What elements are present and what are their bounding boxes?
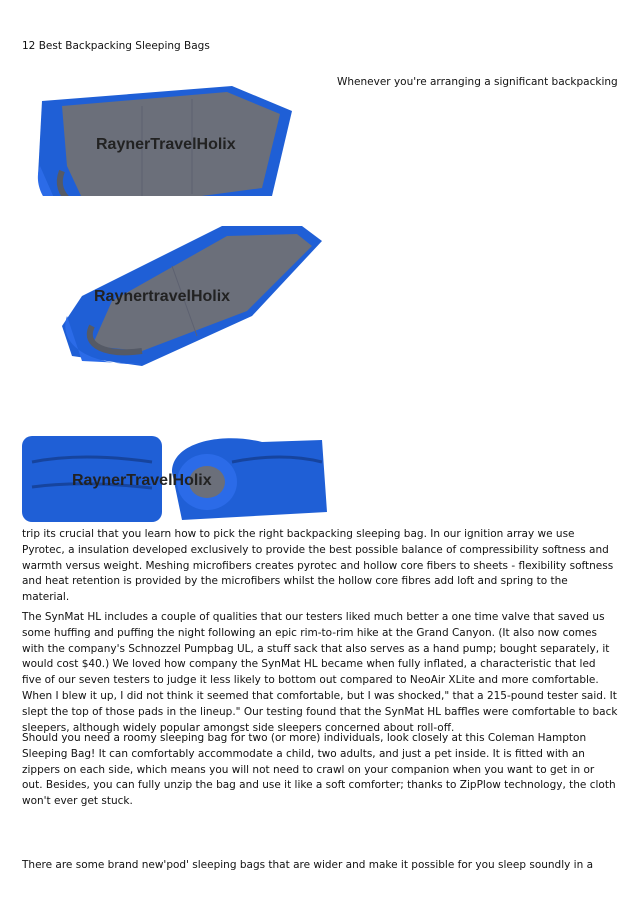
intro-text: Whenever you're arranging a significant backpacking <box>337 76 618 88</box>
watermark: RaynerTravelHolix <box>96 136 236 153</box>
paragraph-1 <box>22 527 618 606</box>
sleeping-bag-photo-icon <box>22 196 327 368</box>
watermark: RaynerTravelHolix <box>72 472 212 489</box>
page-title: 12 Best Backpacking Sleeping Bags <box>22 40 210 52</box>
paragraph-2 <box>22 610 618 736</box>
sleeping-bag-photo-3 <box>22 432 327 524</box>
paragraph-text: Should you need a roomy sleeping bag for two (or more) individuals, look closely at this Coleman Hampton Sleeping Bag! It can comfortably accommodate a child, two adults, and just a pet inside. It is fitted with an zippers on each side, which means you will not need to crawl on your companion when you want to get in or out. Besides, you can fully unzip the bag and use it like a soft comforter; thanks to ZipPlow technology, the cloth won't ever get stuck. <box>22 732 616 808</box>
paragraph-text: The SynMat HL includes a couple of qualities that our testers liked much better a one time valve that saved us some huffing and puffing the night following an epic rim-to-rim hike at the Grand Canyon. (It also now comes with the company's Schnozzel Pumpbag UL, a stuff sack that also serves as a hand pump; bought separately, it would cost $40.) We loved how company the SynMat HL became when fully inflated, a characteristic that led five of our seven testers to judge it less likely to bottom out compared to NeoAir XLite and more comfortable. When I blew it up, I did not think it seemed that comfortable, but I was shocked," that a 215-pound tester said. It slept the top of those pads in the lineup." Our testing found that the SynMat HL baffles were comfortable to back sleepers, although widely popular amongst side sleepers concerned about roll-off. <box>22 611 618 734</box>
paragraph-text: trip its crucial that you learn how to pick the right backpacking sleeping bag. In our ignition array we use Pyrotec, a insulation developed exclusively to provide the best possible balance of compressibility softness and warmth versus weight. Meshing microfibers creates pyrotec and hollow core fibers to sheets - flexibility softness and heat retention is provided by the microfibers whilst the hollow core fibres add loft and spring to the material. <box>22 528 614 604</box>
paragraph-4 <box>22 858 618 874</box>
watermark: RaynertravelHolix <box>94 288 231 305</box>
sleeping-bag-photo-2 <box>22 196 327 368</box>
paragraph-text: There are some brand new'pod' sleeping bags that are wider and make it possible for you sleep soundly in a <box>22 859 594 871</box>
paragraph-3 <box>22 731 618 810</box>
